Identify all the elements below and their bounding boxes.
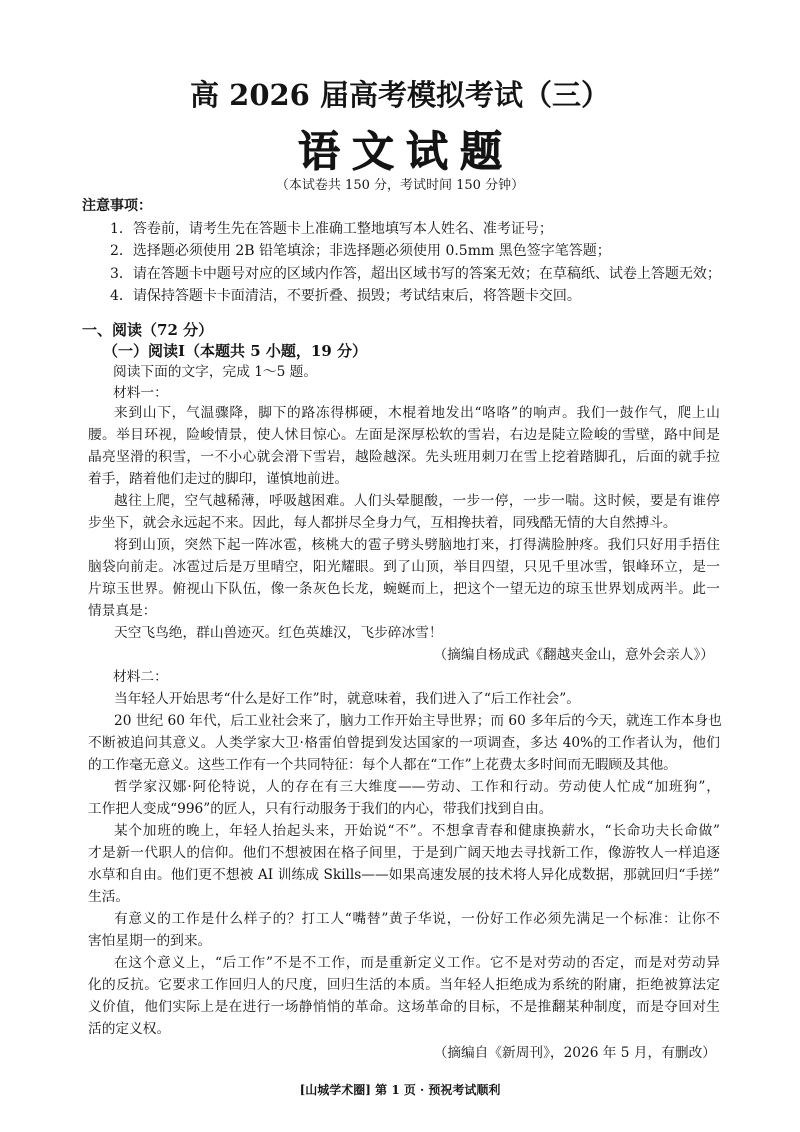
paragraph-line: 20 世纪 60 年代，后工业社会来了，脑力工作开始主导世界；而 60 多年后的今天，就连工作本身也 [114,713,722,729]
paragraph-line: 步坐下，就会永远起不来。因此，每人都拼尽全身力气，互相搀扶着，同残酷无情的大自然搏斗。 [88,515,677,531]
paragraph [88,710,720,776]
notice-block [82,195,782,308]
paragraph-line: 片琼玉世界。俯视山下队伍，像一条灰色长龙，蜿蜒而上，把这个一望无边的琼玉世界划成两半。此一 [88,581,720,597]
paragraph-line: 某个加班的晚上，年轻人抬起头来，开始说“不”。不想拿青春和健康换薪水，“长命功夫长命做” [114,823,720,839]
material-label: 材料一： [113,385,168,401]
paragraph-line: 工作把人变成“996”的匠人，只有行动服务于我们的内心，带我们找到自由。 [88,801,553,817]
material-label: 材料二： [113,669,168,685]
paragraph-line: 哲学家汉娜·阿伦特说，人的存在有三大维度——劳动、工作和行动。劳动使人忙成“加班狗”， [114,779,720,795]
paragraph [88,402,720,490]
paragraph-line: 来到山下，气温骤降，脚下的路冻得梆硬，木棍着地发出“咯咯”的响声。我们一鼓作气，爬上山 [114,405,720,421]
notice-item: 1．答卷前，请考生先在答题卡上准确工整地填写本人姓名、准考证号； [110,220,553,237]
paragraph-line: 将到山顶，突然下起一阵冰雹，核桃大的雹子劈头劈脑地打来，打得满脸肿疼。我们只好用手捂住 [114,537,720,553]
page-title: 高 2026 届高考模拟考试（三） [190,78,610,112]
paragraph-line: 着手，踏着他们走过的脚印，谨慎地前进。 [88,471,349,487]
section-header [82,320,732,404]
paragraph [88,688,720,710]
paragraph [88,952,720,1040]
paragraph-line: 生活。 [88,889,130,905]
notice-heading: 注意事项： [82,198,152,214]
paragraph-line: 脑袋向前走。冰雹过后是万里晴空，阳光耀眼。到了山顶，举目四望，只见千里冰雪，银峰环立，是一 [88,559,720,575]
paragraph [88,490,720,534]
subject-title: 语文试题 [297,127,514,176]
paragraph-line: 害怕星期一的到来。 [88,933,212,949]
paragraph-line: 腰。举目环视，险峻情景，使人怵目惊心。左面是深厚松软的雪岩，右边是陡立险峻的雪壁，路中间是 [88,427,720,443]
paragraph-line: 有意义的工作是什么样子的？打工人“嘴替”黄子华说，一份好工作必须先满足一个标准：让你不 [114,911,720,927]
paragraph [88,776,720,820]
notice-item: 3．请在答题卡中题号对应的区域内作答，超出区域书写的答案无效；在草稿纸、试卷上答题无效； [110,265,721,282]
reading-text [88,402,720,1064]
paragraph-line: 活的定义权。 [88,1021,171,1037]
paragraph-line: 当年轻人开始思考“什么是好工作”时，就意味着，我们进入了“后工作社会”。 [114,691,580,707]
page-footer: [山城学术圈] 第 1 页 · 预祝考试顺利 [299,1083,501,1097]
paragraph [88,908,720,952]
notice-item: 4．请保持答题卡卡面清洁，不要折叠、损毁；考试结束后，将答题卡交回。 [110,288,581,304]
paragraph-line: 在这个意义上，“后工作”不是不工作，而是重新定义工作。它不是对劳动的否定，而是对劳动异 [114,955,720,971]
paragraph-line: 才是新一代职人的信仰。他们不想被困在格子间里，于是到广阔天地去寻找新工作，像游牧人一样追逐 [88,845,720,861]
section-heading: 一、阅读（72 分） [82,321,214,339]
paragraph-line: 的工作毫无意义。这些工作有一个共同特征：每个人都在“工作”上花费太多时间而无暇顾及其他。 [88,757,677,773]
notice-item: 2．选择题必须使用 2B 铅笔填涂；非选择题必须使用 0.5mm 黑色签字笔答题； [110,243,611,259]
source-citation: （摘编自杨成武《翻越夹金山，意外会亲人》） [433,647,714,663]
source-citation: （摘编自《新周刊》，2026 年 5 月，有删改） [433,1045,716,1061]
exam-info: （本试卷共 150 分，考试时间 150 分钟） [275,178,525,193]
instruction: 阅读下面的文字，完成 1～5 题。 [113,364,318,380]
paragraph-line: 越往上爬，空气越稀薄，呼吸越困难。人们头晕腿酸，一步一停，一步一喘。这时候，要是有谁停 [114,493,720,509]
paragraph-line: 义价值，他们实际上是在进行一场静悄悄的革命。这场革命的目标，不是推翻某种制度，而是夺回对生 [88,999,720,1015]
paragraph-line: 情景真是： [88,603,157,619]
paragraph [88,534,720,622]
subsection-heading: （一）阅读Ⅰ（本题共 5 小题，19 分） [103,342,367,360]
paragraph-line: 水草和自由。他们更不想被 AI 训练成 Skills——如果高速发展的技术将人异化成数据，那就回归“手搓” [88,867,720,883]
poem: 天空飞鸟绝，群山兽迹灭。红色英雄汉，飞步碎冰雪！ [114,625,443,641]
paragraph-line: 晶亮坚滑的积雪，一不小心就会滑下雪岩，越险越深。先头班用刺刀在雪上挖着踏脚孔，后面的就手拉 [88,449,720,465]
paragraph [88,820,720,908]
paragraph-line: 化的反抗。它要求工作回归人的尺度，回归生活的本质。当年轻人拒绝成为系统的附庸，拒绝被算法定 [88,977,720,993]
paragraph-line: 不断被追问其意义。人类学家大卫·格雷伯曾提到发达国家的一项调查，多达 40%的工作者认为，他们 [88,735,720,751]
